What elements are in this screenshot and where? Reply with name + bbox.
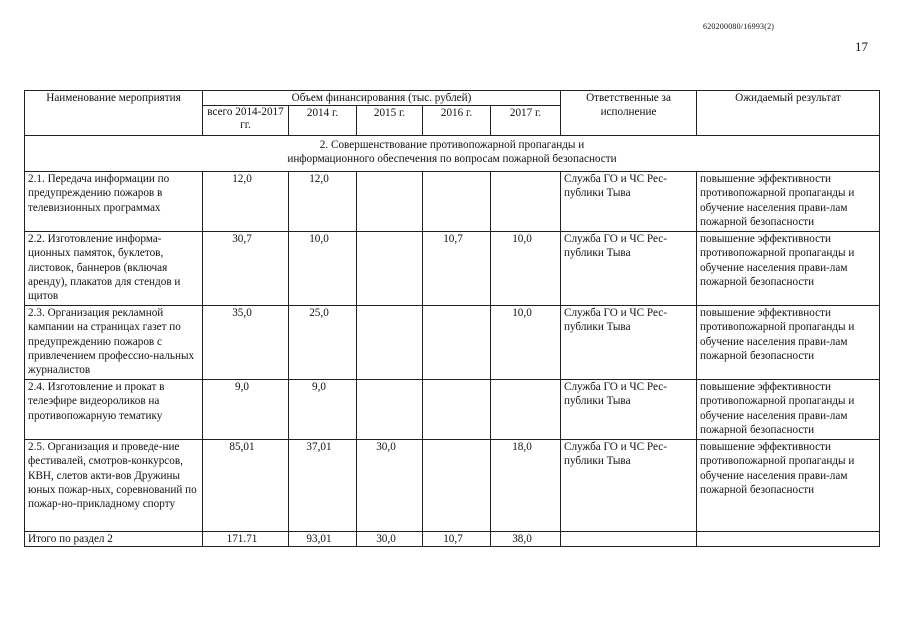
responsible-party: Служба ГО и ЧС Рес-публики Тыва [561, 380, 697, 440]
expected-result: повышение эффективности противопожарной пропаганды и обучение населения прави-лам пожарной безопасности [697, 172, 880, 232]
header-row [25, 91, 880, 106]
funding-y2014: 25,0 [289, 306, 357, 380]
expected-result: повышение эффективности противопожарной пропаганды и обучение населения прави-лам пожарной безопасности [697, 440, 880, 532]
funding-y2015 [357, 232, 423, 306]
total-row [25, 532, 880, 547]
funding-y2015 [357, 380, 423, 440]
table-row [25, 232, 880, 306]
activity-name: 2.1. Передача информации по предупреждению пожаров в телевизионных программах [25, 172, 203, 232]
table-row [25, 306, 880, 380]
activity-name: 2.3. Организация рекламной кампании на страницах газет по предупреждению пожаров с привлечением профессио-нальных журналистов [25, 306, 203, 380]
section-row [25, 136, 880, 172]
total-responsible [561, 532, 697, 547]
funding-y2017 [491, 172, 561, 232]
funding-y2017: 10,0 [491, 232, 561, 306]
col-responsible-header: Ответственные за исполнение [561, 91, 697, 136]
funding-y2014: 37,01 [289, 440, 357, 532]
section-title: 2. Совершенствование противопожарной пропаганды и информационного обеспечения по вопросам пожарной безопасности [25, 136, 880, 172]
funding-y2016 [423, 306, 491, 380]
funding-y2016 [423, 172, 491, 232]
funding-y2015 [357, 306, 423, 380]
total-y2016: 10,7 [423, 532, 491, 547]
activity-name: 2.2. Изготовление информа-ционных памяток, буклетов, листовок, баннеров (включая аренду), плакатов для стендов и щитов [25, 232, 203, 306]
total-total: 171.71 [203, 532, 289, 547]
activity-name: 2.5. Организация и проведе-ние фестивалей, смотров-конкурсов, КВН, слетов акти-вов Дружины юных пожар-ных, соревнований по пожар-но-прикладному спорту [25, 440, 203, 532]
funding-y2014: 12,0 [289, 172, 357, 232]
funding-total: 9,0 [203, 380, 289, 440]
total-y2017: 38,0 [491, 532, 561, 547]
activity-name: 2.4. Изготовление и прокат в телеэфире видеороликов на противопожарную тематику [25, 380, 203, 440]
funding-y2016: 10,7 [423, 232, 491, 306]
expected-result: повышение эффективности противопожарной пропаганды и обучение населения прави-лам пожарной безопасности [697, 380, 880, 440]
funding-total: 30,7 [203, 232, 289, 306]
funding-total: 12,0 [203, 172, 289, 232]
expected-result: повышение эффективности противопожарной пропаганды и обучение населения прави-лам пожарной безопасности [697, 232, 880, 306]
funding-y2016 [423, 380, 491, 440]
document-code: 620200080/16993(2) [703, 22, 775, 31]
total-label: Итого по раздел 2 [25, 532, 203, 547]
funding-total: 85,01 [203, 440, 289, 532]
col-total-header: всего 2014-2017 гг. [203, 106, 289, 136]
table-row [25, 380, 880, 440]
responsible-party: Служба ГО и ЧС Рес-публики Тыва [561, 232, 697, 306]
responsible-party: Служба ГО и ЧС Рес-публики Тыва [561, 440, 697, 532]
responsible-party: Служба ГО и ЧС Рес-публики Тыва [561, 306, 697, 380]
col-2015-header: 2015 г. [357, 106, 423, 136]
col-funding-header: Объем финансирования (тыс. рублей) [203, 91, 561, 106]
total-y2014: 93,01 [289, 532, 357, 547]
col-2014-header: 2014 г. [289, 106, 357, 136]
col-result-header: Ожидаемый результат [697, 91, 880, 136]
funding-y2017 [491, 380, 561, 440]
total-y2015: 30,0 [357, 532, 423, 547]
funding-y2017: 10,0 [491, 306, 561, 380]
funding-y2014: 10,0 [289, 232, 357, 306]
funding-y2015 [357, 172, 423, 232]
responsible-party: Служба ГО и ЧС Рес-публики Тыва [561, 172, 697, 232]
funding-y2016 [423, 440, 491, 532]
table-row [25, 440, 880, 532]
col-2017-header: 2017 г. [491, 106, 561, 136]
table-row [25, 172, 880, 232]
expected-result: повышение эффективности противопожарной пропаганды и обучение населения прави-лам пожарной безопасности [697, 306, 880, 380]
total-result [697, 532, 880, 547]
funding-y2014: 9,0 [289, 380, 357, 440]
col-2016-header: 2016 г. [423, 106, 491, 136]
col-name-header: Наименование мероприятия [25, 91, 203, 136]
funding-total: 35,0 [203, 306, 289, 380]
funding-y2015: 30,0 [357, 440, 423, 532]
page-number: 17 [855, 39, 868, 54]
funding-y2017: 18,0 [491, 440, 561, 532]
funding-table [24, 90, 880, 547]
